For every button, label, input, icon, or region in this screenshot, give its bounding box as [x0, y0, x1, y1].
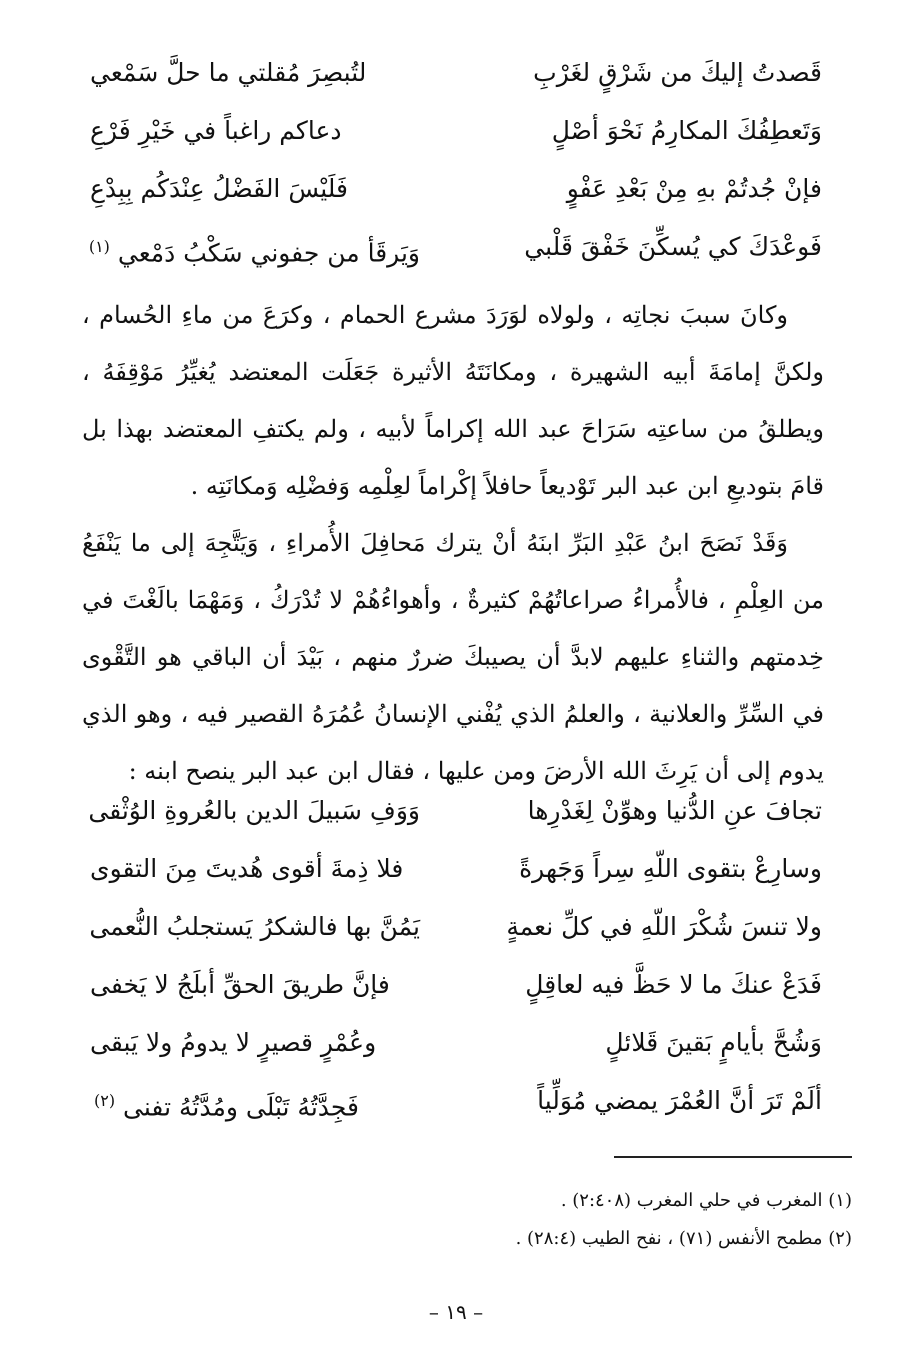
- paragraph: وَقَدْ نَصَحَ ابنُ عَبْدِ البَرِّ ابنَهُ أنْ يترك مَحافِلَ الأُمراءِ ، وَيَتَّجِهَ إلى ما يَنْفَعُ من العِلْمِ ، فالأُمراءُ صراعاتُهُمْ كثيرةٌ ، وأهواءُهُمْ لا تُدْرَكُ ، وَمَهْمَا بالَغْتَ في خِدمتهم والثناءِ عليهم لابدَّ أن يصيبكَ ضررٌ منهم ، بَيْدَ أن الباقي هو التَّقْوى في السِّرِّ والعلانية ، والعلمُ الذي يُفْني الإنسانُ عُمُرَهُ القصير فيه ، وهو الذي يدوم إلى أن يَرِثَ الله الأرضَ ومن عليها ، فقال ابن عبد البر ينصح ابنه :: [82, 529, 824, 785]
- footnote: (٢) مطمح الأنفس (٧١) ، نفح الطيب (٢٨:٤) .: [515, 1228, 852, 1249]
- verse-line: [90, 840, 822, 898]
- verse-first-hemistich: فَوعْدَكَ كي يُسكِّنَ خَفْقَ قَلْبي: [524, 232, 822, 261]
- footnote: (١) المغرب في حلي المغرب (٢:٤٠٨) .: [560, 1190, 852, 1211]
- prose-section: [82, 287, 824, 800]
- footnote-ref: (١): [88, 237, 110, 256]
- verse-line: [90, 898, 822, 956]
- page-number: – ١٩ –: [428, 1300, 484, 1324]
- verse-line: [90, 1072, 822, 1130]
- verse-second-hemistich: فلا ذِمةَ أقوى هُديتَ مِنَ التقوى: [90, 854, 404, 883]
- verse-first-hemistich: وسارِعْ بتقوى اللّهِ سِراً وَجَهرةً: [519, 854, 822, 883]
- verse-second-hemistich: [90, 1072, 420, 1136]
- verse-first-hemistich: وَشُحَّ بأيامٍ بَقينَ قَلائلٍ: [605, 1028, 822, 1057]
- verse-first-hemistich: ألَمْ تَرَ أنَّ العُمْرَ يمضي مُوَلِّياً: [537, 1086, 822, 1115]
- verse-text: وَيَرقَأ من جفوني سَكْبُ دَمْعي: [117, 238, 420, 268]
- verse-line: [90, 1014, 822, 1072]
- verse-text: فَجِدَّتُهُ تَبْلَى ومُدَّتُهُ تفنى: [123, 1092, 360, 1122]
- poem-bottom: [90, 782, 822, 1130]
- verse-line: [90, 102, 822, 160]
- paragraph: وكانَ سببَ نجاتِه ، ولولاه لوَرَدَ مشرع الحمام ، وكرَعَ من ماءِ الحُسام ، ولكنَّ إمامَةَ أبيه الشهيرة ، ومكانَتَهُ الأثيرة جَعَلَت المعتضد يُغيِّرُ مَوْقِفَهُ ، ويطلقُ من ساعتِه سَرَاحَ عبد الله إكراماً لأبيه ، ولم يكتفِ المعتضد بهذا بل قامَ بتوديعِ ابن عبد البر تَوْديعاً حافلاً إكْراماً لعِلْمِه وَفضْلِه وَمكانَتِه .: [82, 301, 824, 500]
- verse-first-hemistich: فَدَعْ عنكَ ما لا حَظَّ فيه لعاقِلٍ: [525, 970, 822, 999]
- verse-first-hemistich: وَتَعطِفُكَ المكارِمُ نَحْوَ أصْلٍ: [551, 116, 822, 145]
- verse-line: [90, 956, 822, 1014]
- verse-first-hemistich: فإنْ جُدتُمْ بهِ مِنْ بَعْدِ عَفْوٍ: [566, 174, 822, 203]
- verse-line: [90, 782, 822, 840]
- verse-line: [90, 160, 822, 218]
- footnotes: [300, 1182, 852, 1258]
- verse-second-hemistich: دعاكم راغباً في خَيْرِ فَرْعِ: [90, 116, 342, 145]
- verse-second-hemistich: وَوَفِ سَبيلَ الدين بالعُروةِ الوُثْقى: [88, 796, 420, 825]
- verse-line: [90, 44, 822, 102]
- verse-second-hemistich: [90, 218, 420, 282]
- verse-second-hemistich: وعُمْرٍ قصيرٍ لا يدومُ ولا يَبقى: [90, 1028, 377, 1057]
- verse-line: [90, 218, 822, 276]
- verse-second-hemistich: فَلَيْسَ الفَضْلُ عِنْدَكُم بِبِدْعِ: [90, 174, 348, 203]
- verse-second-hemistich: لتُبصِرَ مُقلتي ما حلَّ سَمْعي: [90, 58, 367, 87]
- footnote-divider: [614, 1156, 852, 1158]
- verse-first-hemistich: قَصدتُ إليكَ من شَرْقٍ لغَرْبِ: [533, 58, 822, 87]
- footnote-ref: (٢): [94, 1091, 116, 1110]
- verse-first-hemistich: ولا تنسَ شُكْرَ اللّهِ في كلِّ نعمةٍ: [506, 912, 822, 941]
- poem-top: [90, 44, 822, 276]
- verse-second-hemistich: يَمُنَّ بها فالشكرُ يَستجلبُ النُّعمى: [89, 912, 420, 941]
- verse-second-hemistich: فإنَّ طريقَ الحقِّ أبلَجُ لا يَخفى: [90, 970, 390, 999]
- verse-first-hemistich: تجافَ عنِ الدُّنيا وهوِّنْ لِغَدْرِها: [527, 796, 822, 825]
